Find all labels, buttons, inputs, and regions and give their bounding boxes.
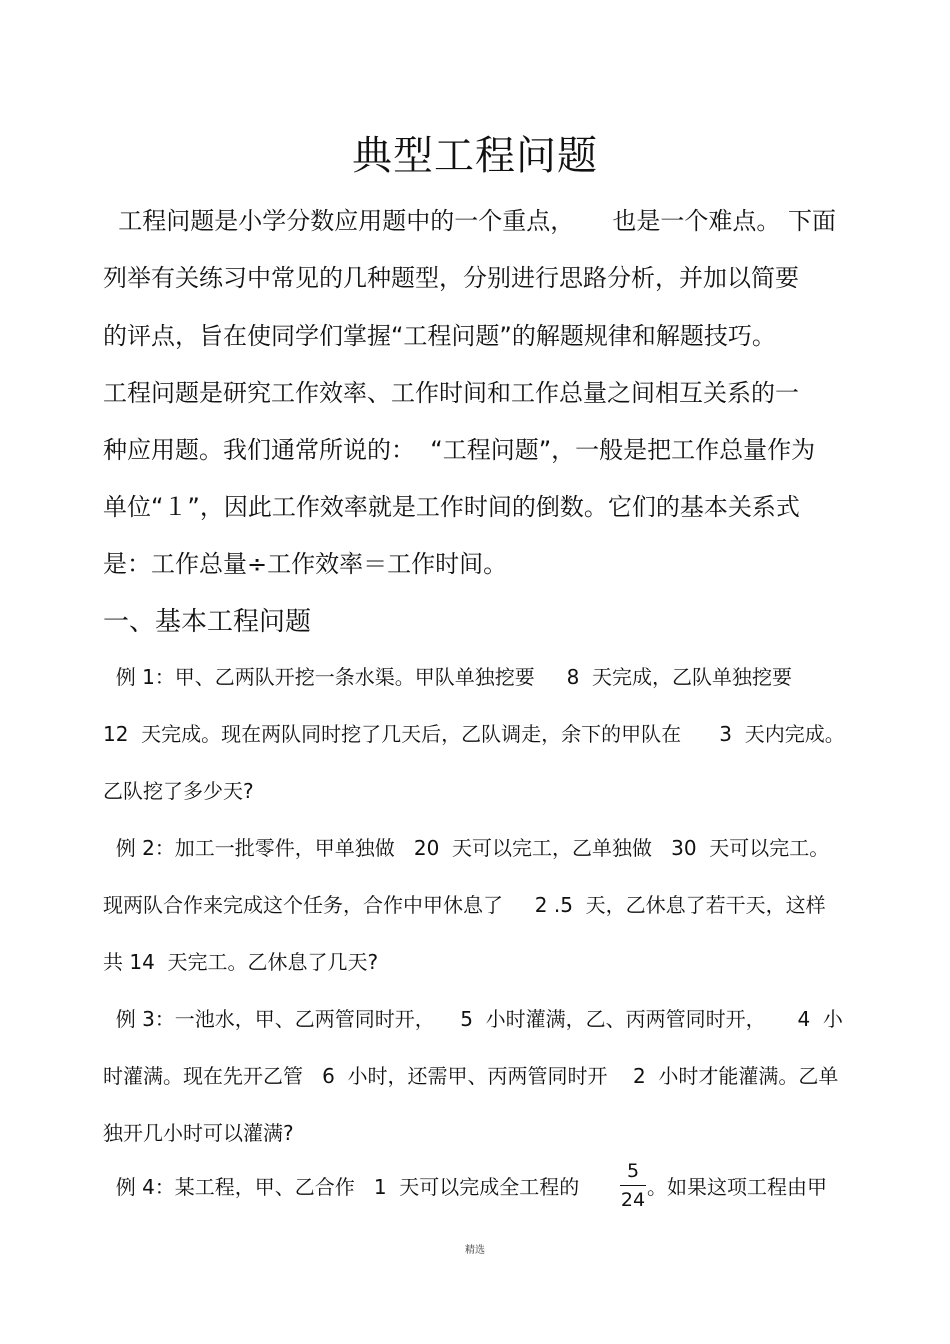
fraction-denominator: 24 [620, 1189, 646, 1211]
example-2-line-1: 例 2：加工一批零件，甲单独做 20 天可以完工，乙单独做 30 天可以完工。 [103, 836, 830, 860]
page-footer: 精选 [465, 1245, 485, 1256]
example-4-line-1-text: 例 4：某工程，甲、乙合作 1 天可以完成全工程的 [103, 1175, 580, 1199]
section-heading: 一、基本工程问题 [103, 607, 312, 637]
example-1-line-3: 乙队挖了多少天? [103, 779, 254, 803]
intro-line-1: 工程问题是小学分数应用题中的一个重点， 也是一个难点。 下面 [103, 207, 837, 235]
example-4-line-1-tail: 。如果这项工程由甲 [647, 1175, 827, 1199]
intro-line-2: 列举有关练习中常见的几种题型，分别进行思路分析，并加以简要 [103, 264, 799, 292]
example-1-line-2: 12 天完成。现在两队同时挖了几天后，乙队调走，余下的甲队在 3 天内完成。 [103, 722, 845, 746]
example-3-line-3: 独开几小时可以灌满? [103, 1121, 294, 1145]
example-3-line-1: 例 3：一池水，甲、乙两管同时开， 5 小时灌满，乙、丙两管同时开， 4 小 [103, 1007, 843, 1031]
fraction-bar [620, 1185, 646, 1186]
intro-line-4: 工程问题是研究工作效率、工作时间和工作总量之间相互关系的一 [103, 379, 799, 407]
example-4-fraction [620, 1162, 646, 1210]
example-2-line-2: 现两队合作来完成这个任务，合作中甲休息了 2 .5 天，乙休息了若干天，这样 [103, 893, 826, 917]
example-1-line-1: 例 1：甲、乙两队开挖一条水渠。甲队单独挖要 8 天完成，乙队单独挖要 [103, 665, 793, 689]
fraction-numerator: 5 [626, 1160, 640, 1182]
intro-line-3: 的评点，旨在使同学们掌握“工程问题”的解题规律和解题技巧。 [103, 322, 776, 350]
intro-line-6: 单位“１”，因此工作效率就是工作时间的倒数。它们的基本关系式 [103, 493, 800, 521]
example-2-line-3: 共 14 天完工。乙休息了几天? [103, 950, 379, 974]
page-title: 典型工程问题 [352, 133, 598, 179]
intro-line-7: 是：工作总量÷工作效率＝工作时间。 [103, 550, 508, 578]
intro-line-5: 种应用题。我们通常所说的： “工程问题”，一般是把工作总量作为 [103, 436, 816, 464]
example-3-line-2: 时灌满。现在先开乙管 6 小时，还需甲、丙两管同时开 2 小时才能灌满。乙单 [103, 1064, 839, 1088]
